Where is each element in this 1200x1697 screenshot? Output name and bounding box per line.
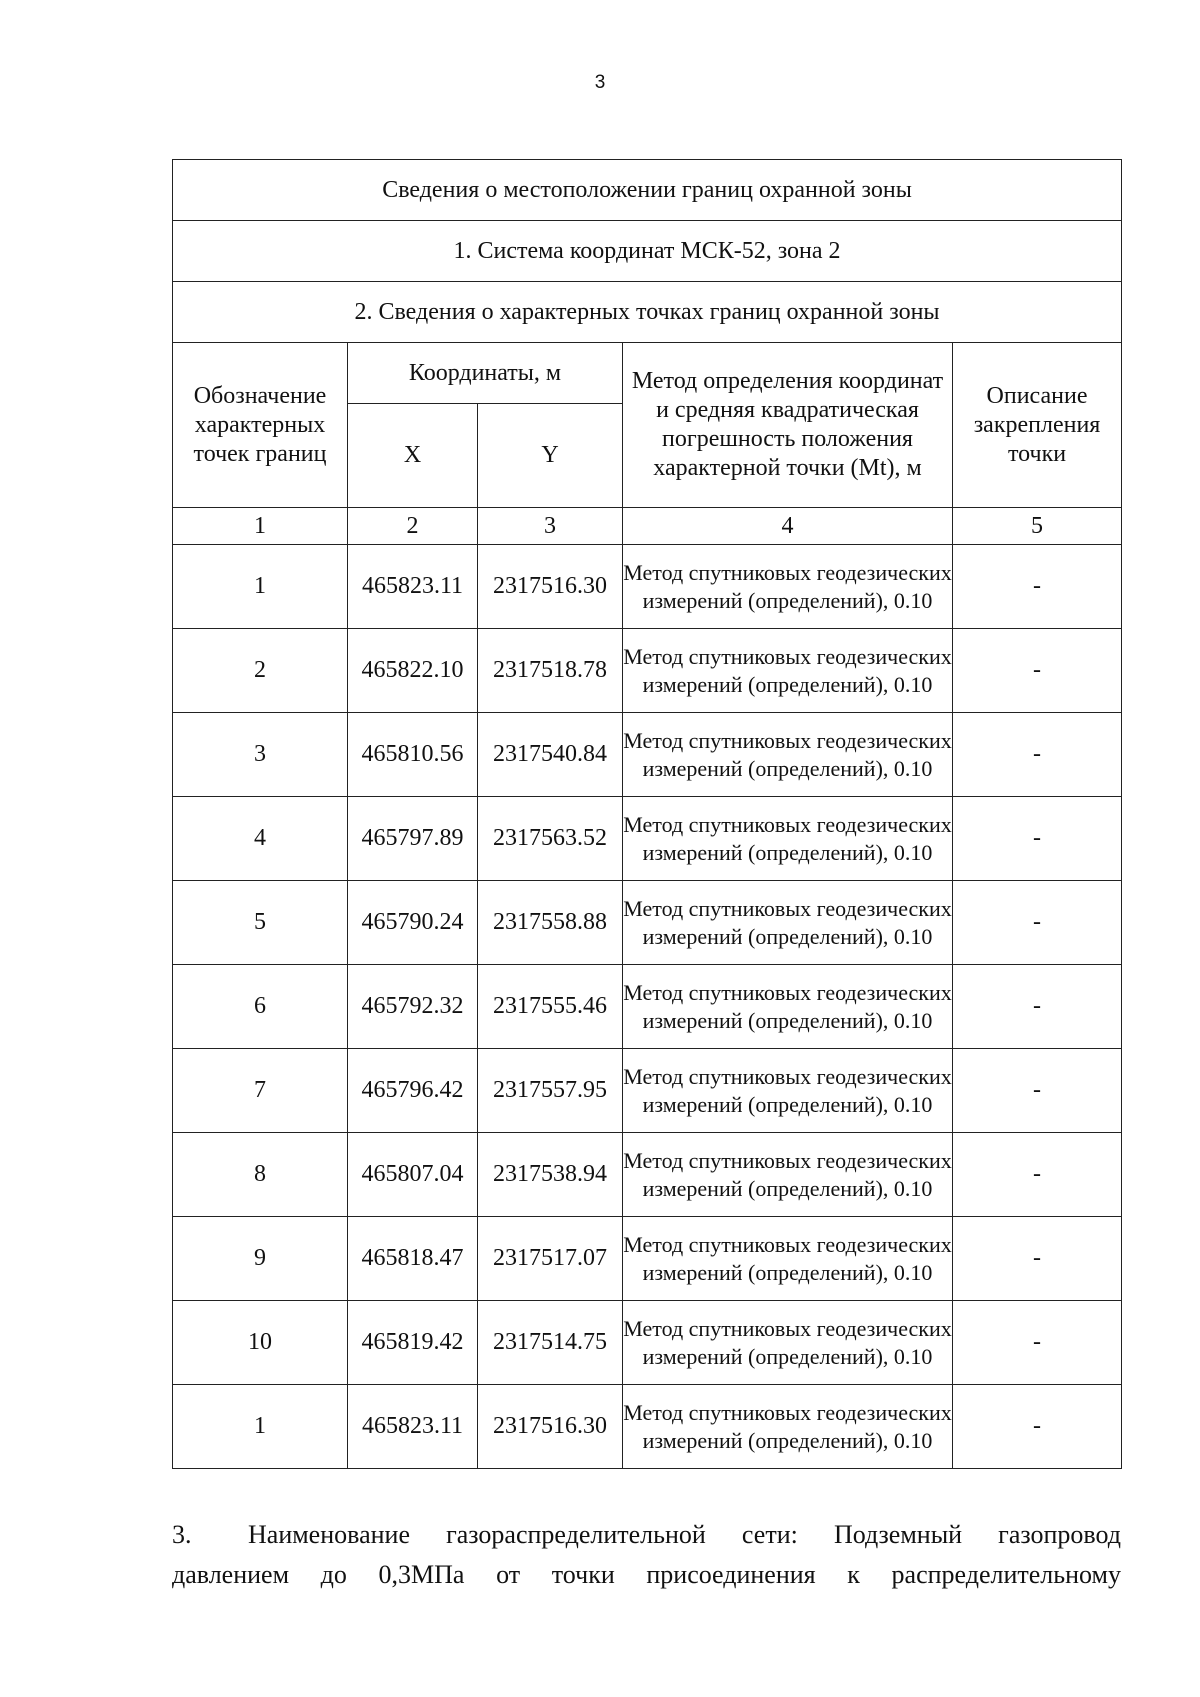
y-coordinate-cell: 2317514.75 (478, 1301, 623, 1385)
x-coordinate-cell: 465822.10 (348, 629, 478, 713)
header-method: Метод определения координат и средняя квадратическая погрешность положения характерной точки (Mt), м (623, 343, 953, 508)
table-title: Сведения о местоположении границ охранной зоны (173, 160, 1122, 221)
points-section-title: 2. Сведения о характерных точках границ охранной зоны (173, 282, 1122, 343)
y-coordinate-cell: 2317540.84 (478, 713, 623, 797)
x-coordinate-cell: 465807.04 (348, 1133, 478, 1217)
table-row (173, 1049, 1122, 1133)
method-cell: Метод спутниковых геодезических измерений (определений), 0.10 (623, 797, 953, 881)
header-designation: Обозначение характерных точек границ (173, 343, 348, 508)
paragraph-line-1 (172, 1515, 1121, 1555)
point-id-cell: 3 (173, 713, 348, 797)
description-cell: - (953, 1049, 1122, 1133)
table-row (173, 545, 1122, 629)
table-row (173, 1301, 1122, 1385)
description-cell: - (953, 797, 1122, 881)
header-y: Y (478, 404, 623, 508)
description-cell: - (953, 965, 1122, 1049)
x-coordinate-cell: 465792.32 (348, 965, 478, 1049)
table-row (173, 1385, 1122, 1469)
point-id-cell: 9 (173, 1217, 348, 1301)
column-number: 5 (953, 508, 1122, 545)
header-coordinates: Координаты, м (348, 343, 623, 404)
description-cell: - (953, 545, 1122, 629)
paragraph-line-2: давлением до 0,3МПа от точки присоединения к распределительному (172, 1560, 1121, 1589)
x-coordinate-cell: 465810.56 (348, 713, 478, 797)
table-row (173, 713, 1122, 797)
x-coordinate-cell: 465797.89 (348, 797, 478, 881)
point-id-cell: 4 (173, 797, 348, 881)
point-id-cell: 8 (173, 1133, 348, 1217)
method-cell: Метод спутниковых геодезических измерений (определений), 0.10 (623, 1133, 953, 1217)
description-cell: - (953, 629, 1122, 713)
y-coordinate-cell: 2317563.52 (478, 797, 623, 881)
point-id-cell: 1 (173, 1385, 348, 1469)
paragraph-text-1: Наименование газораспределительной сети: Подземный газопровод (248, 1520, 1121, 1549)
x-coordinate-cell: 465823.11 (348, 1385, 478, 1469)
y-coordinate-cell: 2317518.78 (478, 629, 623, 713)
point-id-cell: 10 (173, 1301, 348, 1385)
column-number: 1 (173, 508, 348, 545)
x-coordinate-cell: 465796.42 (348, 1049, 478, 1133)
description-cell: - (953, 1385, 1122, 1469)
method-cell: Метод спутниковых геодезических измерений (определений), 0.10 (623, 1217, 953, 1301)
paragraph-number: 3. (172, 1520, 192, 1549)
table-row (173, 1217, 1122, 1301)
method-cell: Метод спутниковых геодезических измерений (определений), 0.10 (623, 1049, 953, 1133)
table-row (173, 965, 1122, 1049)
column-number: 3 (478, 508, 623, 545)
method-cell: Метод спутниковых геодезических измерений (определений), 0.10 (623, 1301, 953, 1385)
x-coordinate-cell: 465819.42 (348, 1301, 478, 1385)
point-id-cell: 5 (173, 881, 348, 965)
point-id-cell: 7 (173, 1049, 348, 1133)
column-number: 2 (348, 508, 478, 545)
x-coordinate-cell: 465818.47 (348, 1217, 478, 1301)
method-cell: Метод спутниковых геодезических измерений (определений), 0.10 (623, 545, 953, 629)
y-coordinate-cell: 2317517.07 (478, 1217, 623, 1301)
description-cell: - (953, 1301, 1122, 1385)
header-description: Описание закрепления точки (953, 343, 1122, 508)
method-cell: Метод спутниковых геодезических измерений (определений), 0.10 (623, 713, 953, 797)
method-cell: Метод спутниковых геодезических измерений (определений), 0.10 (623, 629, 953, 713)
column-number: 4 (623, 508, 953, 545)
method-cell: Метод спутниковых геодезических измерений (определений), 0.10 (623, 965, 953, 1049)
y-coordinate-cell: 2317558.88 (478, 881, 623, 965)
point-id-cell: 1 (173, 545, 348, 629)
description-cell: - (953, 1217, 1122, 1301)
description-cell: - (953, 713, 1122, 797)
method-cell: Метод спутниковых геодезических измерений (определений), 0.10 (623, 881, 953, 965)
boundary-points-table (172, 159, 1122, 1469)
x-coordinate-cell: 465790.24 (348, 881, 478, 965)
y-coordinate-cell: 2317557.95 (478, 1049, 623, 1133)
description-cell: - (953, 881, 1122, 965)
page-number: 3 (594, 72, 606, 93)
y-coordinate-cell: 2317516.30 (478, 1385, 623, 1469)
y-coordinate-cell: 2317555.46 (478, 965, 623, 1049)
method-cell: Метод спутниковых геодезических измерений (определений), 0.10 (623, 1385, 953, 1469)
description-cell: - (953, 1133, 1122, 1217)
y-coordinate-cell: 2317538.94 (478, 1133, 623, 1217)
coordinate-system: 1. Система координат МСК-52, зона 2 (173, 221, 1122, 282)
table-row (173, 1133, 1122, 1217)
point-id-cell: 6 (173, 965, 348, 1049)
table-row (173, 629, 1122, 713)
y-coordinate-cell: 2317516.30 (478, 545, 623, 629)
point-id-cell: 2 (173, 629, 348, 713)
table-row (173, 797, 1122, 881)
header-x: X (348, 404, 478, 508)
table-row (173, 881, 1122, 965)
x-coordinate-cell: 465823.11 (348, 545, 478, 629)
